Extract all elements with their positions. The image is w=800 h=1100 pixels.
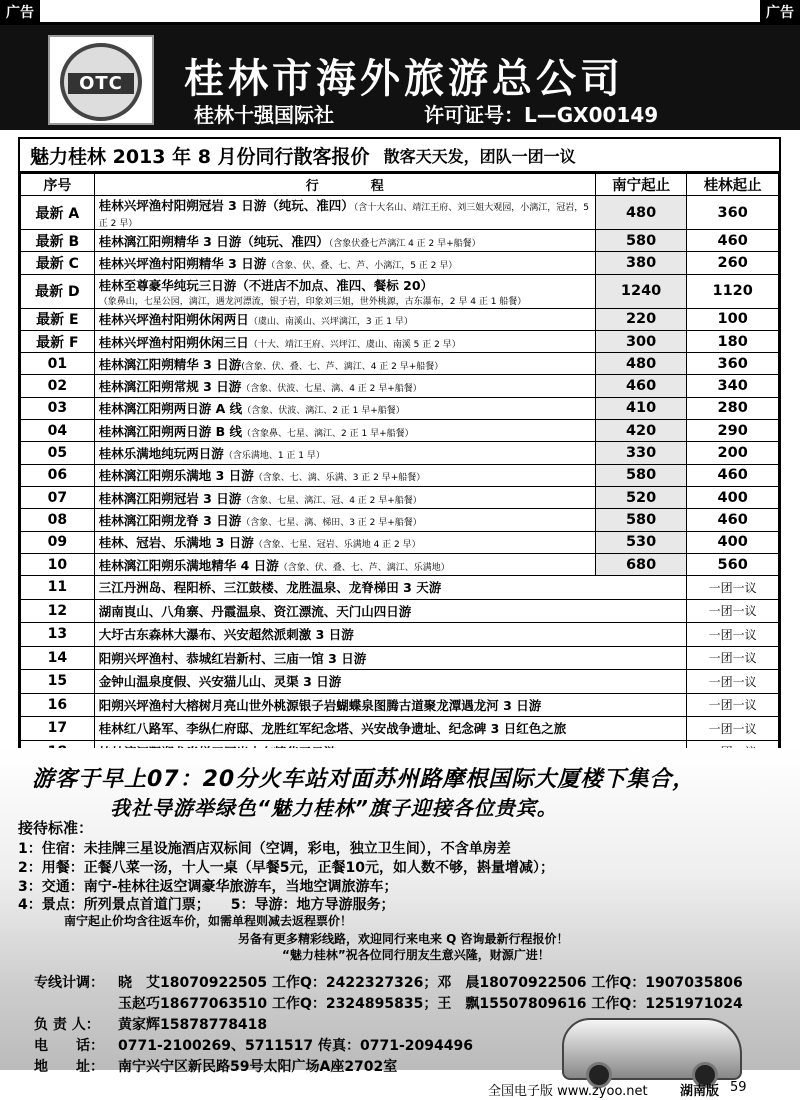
row-itinerary [94, 196, 595, 230]
table-row [21, 623, 779, 647]
table-row [21, 397, 779, 419]
row-price-guilin: 200 [687, 442, 779, 464]
col-header-guilin: 桂林起止 [687, 174, 779, 196]
row-no: 11 [21, 576, 95, 600]
row-price-nanning: 580 [595, 464, 687, 486]
table-row [21, 375, 779, 397]
row-itinerary [94, 509, 595, 531]
row-price-guilin: 360 [687, 196, 779, 230]
row-price-negotiable: 一团一议 [687, 576, 779, 600]
row-itinerary [94, 670, 687, 694]
row-note: (含象、伏、叠、七、芦、漓江、4 正 2 早+船餐） [241, 361, 444, 372]
row-no: 07 [21, 486, 95, 508]
row-main: 湖南崀山、八角寨、丹霞温泉、资江漂流、天门山四日游 [98, 603, 412, 619]
row-price-nanning: 530 [595, 531, 687, 553]
row-no: 最新 E [21, 308, 95, 330]
ad-label-right: 广告 [760, 0, 800, 24]
row-price-negotiable: 一团一议 [687, 623, 779, 647]
table-row [21, 717, 779, 741]
row-itinerary [94, 230, 595, 252]
row-note: （含象、七、漓、乐满、3 正 2 早+船餐） [253, 473, 426, 484]
table-subtitle: 散客天天发，团队一团一议 [383, 146, 576, 166]
footer-edition: 湖南版 [680, 1084, 720, 1099]
row-no: 03 [21, 397, 95, 419]
row-no: 最新 B [21, 230, 95, 252]
row-main: 桂林兴坪渔村阳朔休闲两日 [98, 312, 249, 328]
row-main: 桂林、冠岩、乐满地 3 日游 [98, 535, 254, 551]
row-main: 桂林兴坪渔村阳朔冠岩 3 日游（纯玩、准四） [98, 198, 354, 213]
row-no: 12 [21, 599, 95, 623]
row-main: 桂林漓江阳朔精华 3 日游（纯玩、准四） [98, 233, 329, 249]
row-price-nanning: 680 [595, 553, 687, 575]
row-price-nanning: 1240 [595, 274, 687, 308]
row-note: （含象、伏波、漓江、2 正 1 早+船餐） [242, 406, 405, 417]
table-row [21, 646, 779, 670]
meeting-line-2: 我社导游举绿色“魅力桂林”旗子迎接各位贵宾。 [110, 796, 558, 820]
row-note: （含象、七星、漓江、冠、4 正 2 早+船餐） [241, 495, 422, 506]
hotline-label: 专线计调： [34, 975, 104, 991]
row-note: （虞山、南溪山、兴坪漓江，3 正 1 早） [248, 317, 413, 328]
table-row [21, 330, 779, 352]
row-main: 桂林红八路军、李纵仁府邸、龙胜红军纪念塔、兴安战争遗址、纪念碑 3 日红色之旅 [98, 721, 567, 737]
row-no: 06 [21, 464, 95, 486]
price-table [18, 137, 781, 766]
row-main: 桂林漓江阳朔常规 3 日游 [98, 379, 242, 395]
meeting-line-1: 游客于早上07：20分火车站对面苏州路摩根国际大厦楼下集合， [32, 767, 696, 792]
row-price-guilin: 460 [687, 464, 779, 486]
row-note: （含象、伏、叠、七、芦、小漓江，5 正 2 早） [266, 260, 458, 271]
row-no: 09 [21, 531, 95, 553]
row-itinerary [94, 646, 687, 670]
row-itinerary [94, 576, 687, 600]
row-no: 05 [21, 442, 95, 464]
phone-label: 电 话： [34, 1038, 104, 1054]
row-itinerary [94, 274, 595, 308]
row-no: 10 [21, 553, 95, 575]
row-price-guilin: 460 [687, 509, 779, 531]
more-routes-note: 另备有更多精彩线路，欢迎同行来电来 Q 咨询最新行程报价！ [238, 932, 569, 946]
table-row [21, 274, 779, 308]
row-no: 17 [21, 717, 95, 741]
row-itinerary [94, 693, 687, 717]
table-row [21, 599, 779, 623]
row-no: 14 [21, 646, 95, 670]
row-itinerary [94, 442, 595, 464]
row-itinerary [94, 464, 595, 486]
row-no: 15 [21, 670, 95, 694]
row-price-guilin: 340 [687, 375, 779, 397]
table-row [21, 670, 779, 694]
row-note: （象鼻山，七星公园，漓江，遇龙河漂流，银子岩，印象刘三姐，世外桃源，古东瀑布，2 早 4 正 1 船餐） [98, 296, 527, 307]
row-price-guilin: 180 [687, 330, 779, 352]
row-main: 桂林漓江阳朔乐满地 3 日游 [98, 468, 254, 484]
row-price-nanning: 580 [595, 230, 687, 252]
row-price-nanning: 300 [595, 330, 687, 352]
row-itinerary [94, 397, 595, 419]
table-title-row [20, 139, 779, 173]
row-main: 三江丹洲岛、程阳桥、三江鼓楼、龙胜温泉、龙脊梯田 3 天游 [98, 580, 442, 596]
row-main: 桂林漓江阳朔龙脊 3 日游 [98, 512, 242, 528]
row-price-nanning: 480 [595, 353, 687, 375]
hotline-line-1: 晓 艾18070922505 工作Q：2422327326；邓 晨18070922506 工作Q：1907035806 [118, 975, 743, 991]
row-itinerary [94, 623, 687, 647]
row-price-guilin: 290 [687, 420, 779, 442]
row-itinerary [94, 599, 687, 623]
row-price-guilin: 1120 [687, 274, 779, 308]
address-label: 地 址： [34, 1059, 104, 1075]
row-note: （含象、伏、叠、七、芦、漓江、乐满地） [278, 562, 450, 573]
table-row [21, 252, 779, 274]
phone-value: 0771-2100269、5711517 传真：0771-2094496 [118, 1038, 473, 1054]
row-price-guilin: 360 [687, 353, 779, 375]
row-price-nanning: 460 [595, 375, 687, 397]
row-main: 桂林兴坪渔村阳朔精华 3 日游 [98, 255, 267, 271]
row-no: 最新 A [21, 196, 95, 230]
row-price-negotiable: 一团一议 [687, 693, 779, 717]
row-main: 桂林漓江阳朔两日游 B 线 [98, 423, 243, 439]
row-price-guilin: 100 [687, 308, 779, 330]
row-no: 最新 D [21, 274, 95, 308]
manager-value: 黄家辉15878778418 [118, 1017, 268, 1033]
ad-label-left: 广告 [0, 0, 40, 24]
col-header-no: 序号 [21, 174, 95, 196]
row-price-nanning: 380 [595, 252, 687, 274]
row-itinerary [94, 486, 595, 508]
table-row [21, 464, 779, 486]
table-row [21, 308, 779, 330]
logo-text: OTC [68, 73, 134, 94]
row-itinerary [94, 252, 595, 274]
license-number: 许可证号：L—GX00149 [424, 103, 659, 127]
row-note: （含象鼻、七星、漓江、2 正 1 早+船餐） [242, 428, 414, 439]
row-price-nanning: 220 [595, 308, 687, 330]
row-main: 桂林漓江阳朔乐满地精华 4 日游 [98, 557, 279, 573]
row-price-nanning: 330 [595, 442, 687, 464]
standard-item: 4：景点：所列景点首道门票； 5：导游：地方导游服务； [18, 897, 395, 913]
row-price-negotiable: 一团一议 [687, 646, 779, 670]
table-row [21, 509, 779, 531]
row-price-nanning: 410 [595, 397, 687, 419]
row-main: 阳朔兴坪渔村大榕树月亮山世外桃源银子岩蝴蝶泉图腾古道聚龙潭遇龙河 3 日游 [98, 697, 542, 713]
greeting-note: “魅力桂林”祝各位同行朋友生意兴隆，财源广进！ [282, 948, 550, 962]
row-note: （十大、靖江王府、兴坪江、虞山、南溪 5 正 2 早） [248, 339, 461, 350]
row-no: 16 [21, 693, 95, 717]
row-no: 01 [21, 353, 95, 375]
company-header [0, 22, 800, 130]
row-note: （含象、七星、冠岩、乐满地 4 正 2 早） [253, 540, 421, 551]
row-main: 阳朔兴坪渔村、恭城红岩新村、三庙一馆 3 日游 [98, 650, 367, 666]
row-no: 最新 C [21, 252, 95, 274]
table-row [21, 576, 779, 600]
row-price-nanning: 420 [595, 420, 687, 442]
row-price-guilin: 560 [687, 553, 779, 575]
address-value: 南宁兴宁区新民路59号太阳广场A座2702室 [118, 1059, 398, 1075]
manager-label: 负 责 人： [34, 1017, 100, 1033]
row-price-guilin: 400 [687, 531, 779, 553]
row-price-nanning: 480 [595, 196, 687, 230]
hotline-line-2: 玉赵巧18677063510 工作Q：2324895835；王 飘15507809616 工作Q：1251971024 [118, 996, 743, 1012]
row-no: 02 [21, 375, 95, 397]
row-itinerary [94, 308, 595, 330]
row-price-nanning: 520 [595, 486, 687, 508]
company-name: 桂林市海外旅游总公司 [184, 56, 624, 102]
row-no: 04 [21, 420, 95, 442]
row-main: 桂林至尊豪华纯玩三日游（不进店不加点、准四、餐标 20） [98, 277, 434, 293]
table-row [21, 442, 779, 464]
table-row [21, 531, 779, 553]
table-row [21, 553, 779, 575]
row-itinerary [94, 330, 595, 352]
table-header-row [21, 174, 779, 196]
row-itinerary [94, 531, 595, 553]
table-row [21, 693, 779, 717]
row-itinerary [94, 717, 687, 741]
footer-site: 全国电子版 www.zyoo.net [488, 1084, 648, 1099]
row-note: （含十大名山、靖江王府、刘三姐大观园，小漓江，冠岩，5 正 2 早） [98, 203, 589, 229]
standard-item: 1：住宿：未挂牌三星设施酒店双标间（空调，彩电，独立卫生间），不含单房差 [18, 841, 511, 857]
row-note: （含象、七星、漓、梯田、3 正 2 早+船餐） [241, 517, 422, 528]
company-subtitle: 桂林十强国际社 [194, 103, 334, 127]
row-note: （含象、伏波、七星、漓、4 正 2 早+船餐） [241, 384, 422, 395]
table-title: 魅力桂林 2013 年 8 月份同行散客报价 [30, 145, 370, 168]
row-itinerary [94, 553, 595, 575]
standards-title: 接待标准： [18, 819, 94, 837]
row-main: 大圩古东森林大瀑布、兴安超然派刺激 3 日游 [98, 627, 354, 643]
col-header-itinerary: 行 程 [94, 174, 595, 196]
row-price-negotiable: 一团一议 [687, 670, 779, 694]
row-main: 桂林漓江阳朔两日游 A 线 [98, 401, 243, 417]
row-main: 桂林漓江阳朔精华 3 日游 [98, 356, 242, 372]
table-row [21, 353, 779, 375]
tour-bus-icon [562, 1018, 742, 1080]
table-row [21, 420, 779, 442]
row-itinerary [94, 375, 595, 397]
col-header-nanning: 南宁起止 [595, 174, 687, 196]
row-main: 桂林兴坪渔村阳朔休闲三日 [98, 334, 249, 350]
row-no: 08 [21, 509, 95, 531]
row-note: （含象伏叠七芦漓江 4 正 2 早+船餐） [328, 238, 481, 249]
row-main: 桂林漓江阳朔冠岩 3 日游 [98, 490, 242, 506]
table-row [21, 230, 779, 252]
row-itinerary [94, 353, 595, 375]
row-price-guilin: 260 [687, 252, 779, 274]
row-price-guilin: 400 [687, 486, 779, 508]
row-main: 金钟山温泉度假、兴安猫儿山、灵渠 3 日游 [98, 674, 342, 690]
row-main: 桂林乐满地纯玩两日游 [98, 446, 224, 462]
row-no: 最新 F [21, 330, 95, 352]
row-price-nanning: 580 [595, 509, 687, 531]
price-grid [20, 173, 779, 764]
logo-emblem-icon [60, 43, 142, 121]
company-logo [48, 35, 154, 125]
footer-page: 59 [730, 1080, 747, 1095]
row-price-negotiable: 一团一议 [687, 599, 779, 623]
row-itinerary [94, 420, 595, 442]
price-note: 南宁起止价均含往返车价，如需单程则减去返程票价！ [64, 914, 353, 928]
row-note: （含乐满地、1 正 1 早） [223, 451, 325, 462]
table-row [21, 486, 779, 508]
row-price-guilin: 460 [687, 230, 779, 252]
table-row [21, 196, 779, 230]
standard-item: 2：用餐：正餐八菜一汤，十人一桌（早餐5元，正餐10元，如人数不够，斟量增减）； [18, 860, 554, 876]
standard-item: 3：交通：南宁-桂林往返空调豪华旅游车，当地空调旅游车； [18, 879, 398, 895]
row-price-negotiable: 一团一议 [687, 717, 779, 741]
row-price-guilin: 280 [687, 397, 779, 419]
row-no: 13 [21, 623, 95, 647]
